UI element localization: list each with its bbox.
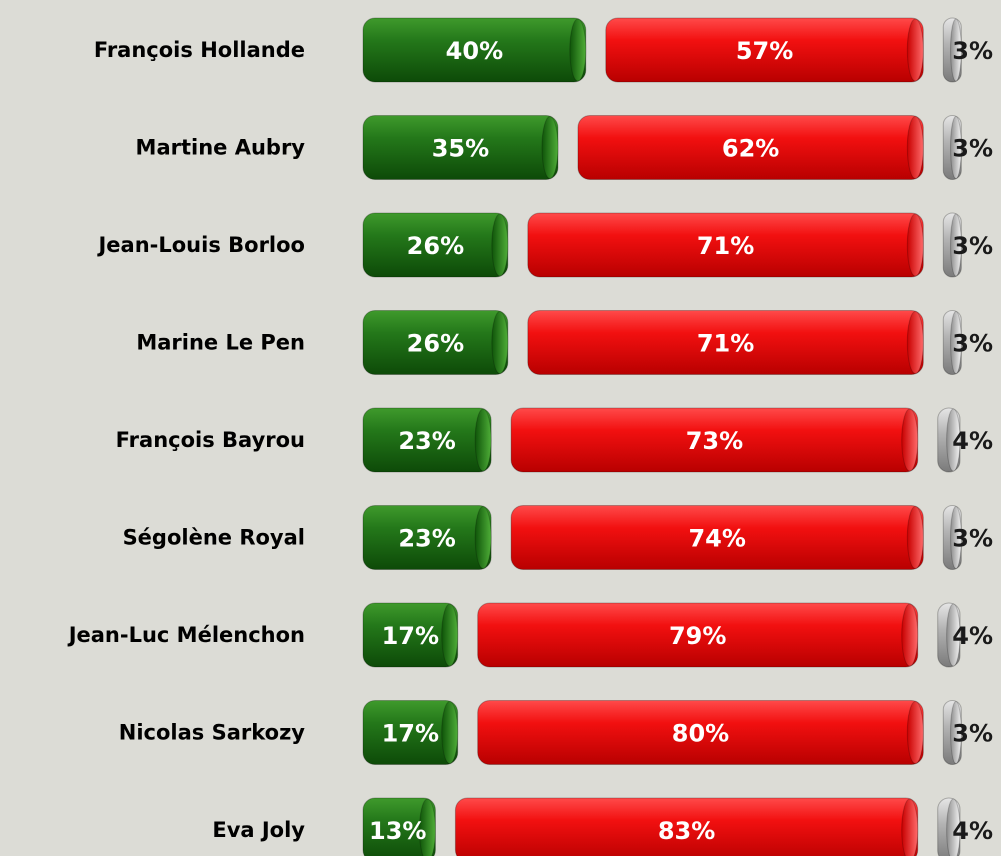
- value-label-grey: 3%: [952, 719, 993, 748]
- category-label: Eva Joly: [212, 818, 305, 842]
- chart-row: [67, 603, 993, 667]
- value-label-red: 80%: [671, 719, 730, 748]
- value-label-red: 79%: [668, 622, 727, 650]
- value-label-green: 26%: [406, 232, 465, 260]
- chart-row: [119, 701, 993, 765]
- value-label-grey: 4%: [952, 622, 993, 650]
- chart-row: [96, 213, 993, 277]
- value-label-red: 74%: [688, 524, 746, 553]
- value-label-grey: 3%: [952, 232, 993, 260]
- value-label-green: 17%: [381, 622, 440, 650]
- value-label-grey: 4%: [952, 817, 993, 845]
- value-label-grey: 3%: [952, 37, 993, 65]
- category-label: Jean-Louis Borloo: [98, 233, 305, 257]
- value-label-grey: 3%: [952, 329, 993, 358]
- value-label-green: 40%: [445, 37, 504, 65]
- value-label-grey: 3%: [952, 524, 993, 553]
- chart-row: [212, 798, 993, 856]
- value-label-grey: 3%: [952, 134, 993, 163]
- value-label-red: 62%: [721, 134, 780, 163]
- category-label: Ségolène Royal: [122, 525, 305, 550]
- value-label-red: 71%: [696, 232, 755, 260]
- chart-row: [136, 116, 993, 180]
- chart-row: [94, 18, 993, 82]
- value-label-grey: 4%: [952, 427, 993, 455]
- category-label: Martine Aubry: [135, 135, 305, 160]
- category-label: Nicolas Sarkozy: [118, 720, 305, 745]
- value-label-red: 73%: [685, 427, 744, 455]
- category-label: François Bayrou: [115, 428, 305, 452]
- chart-row: [116, 408, 993, 472]
- chart-row: [136, 311, 993, 375]
- category-label: Marine Le Pen: [136, 330, 305, 355]
- value-label-red: 83%: [657, 817, 716, 845]
- value-label-green: 17%: [381, 719, 440, 748]
- category-label: Jean-Luc Mélenchon: [68, 623, 305, 647]
- chart-row: [123, 506, 993, 570]
- value-label-red: 71%: [696, 329, 755, 358]
- value-label-green: 13%: [369, 817, 427, 845]
- category-label: François Hollande: [93, 38, 305, 62]
- value-label-green: 23%: [398, 427, 456, 455]
- value-label-green: 26%: [406, 329, 465, 358]
- value-label-red: 57%: [735, 37, 794, 65]
- value-label-green: 35%: [431, 134, 490, 163]
- value-label-green: 23%: [398, 524, 456, 553]
